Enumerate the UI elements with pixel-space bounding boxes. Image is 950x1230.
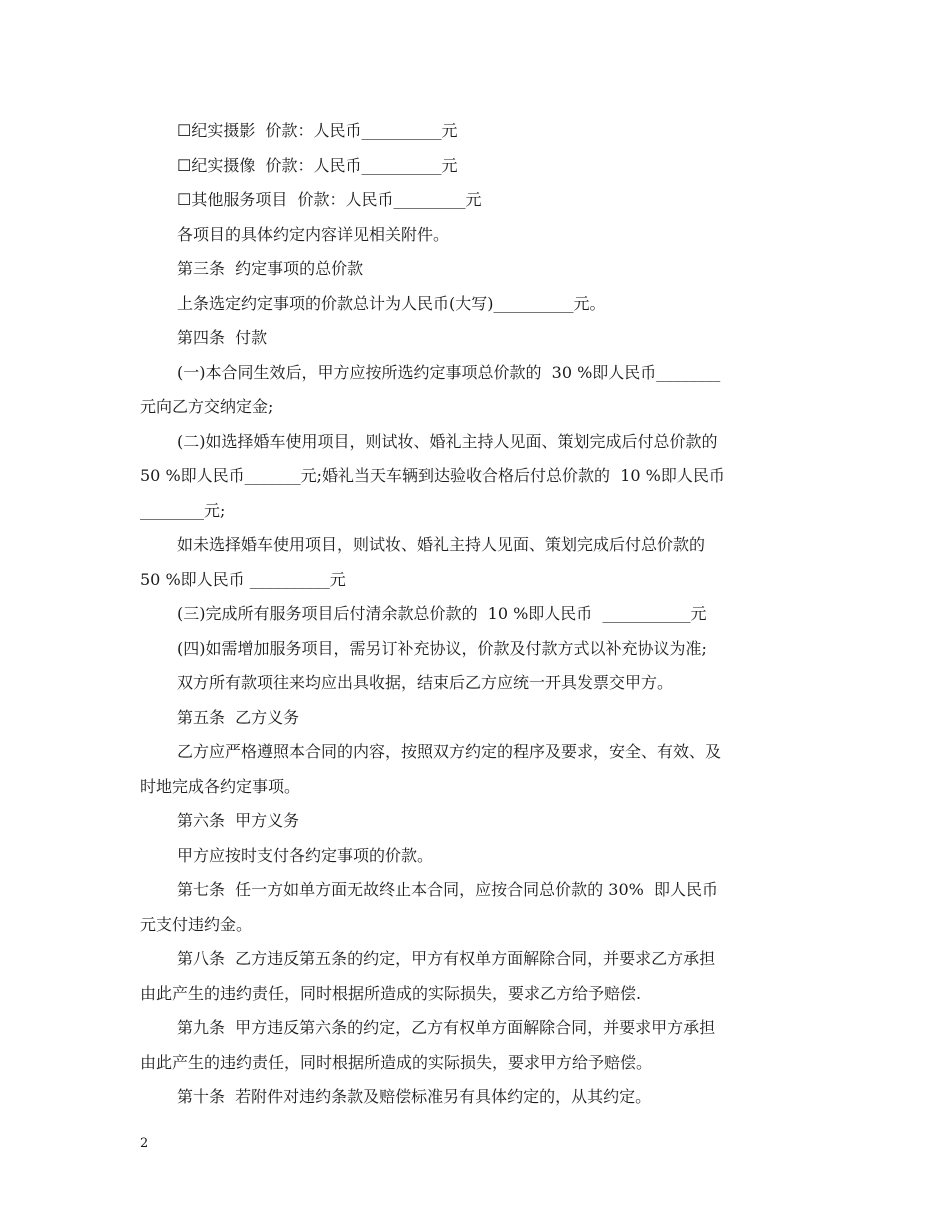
text-line: (一)本合同生效后，甲方应按所选约定事项总价款的 30 %即人民币________: [177, 362, 721, 382]
text-line: 各项目的具体约定内容详见相关附件。: [177, 224, 450, 244]
text-line: 甲方应按时支付各约定事项的价款。: [177, 845, 434, 865]
text-line: 上条选定约定事项的价款总计为人民币(大写)__________元。: [177, 293, 606, 313]
text-line: 第三条 约定事项的总价款: [177, 259, 364, 278]
text-line: ☐其他服务项目 价款：人民币_________元: [177, 190, 482, 209]
text-line: 第六条 甲方义务: [177, 811, 300, 830]
text-line: ☐纪实摄影 价款：人民币__________元: [177, 121, 458, 140]
text-line: ________元;: [140, 500, 226, 520]
contract-body: [140, 114, 812, 1115]
text-line: 第八条 乙方违反第五条的约定，甲方有权单方面解除合同，并要求乙方承担: [177, 949, 716, 968]
text-line: 如未选择婚车使用项目，则试妆、婚礼主持人见面、策划完成后付总价款的: [177, 535, 706, 554]
text-line: 第九条 甲方违反第六条的约定，乙方有权单方面解除合同，并要求甲方承担: [177, 1018, 716, 1037]
text-line: 时地完成各约定事项。: [140, 776, 301, 796]
text-line: 双方所有款项往来均应出具收据，结束后乙方应统一开具发票交甲方。: [177, 673, 674, 692]
text-line: (二)如选择婚车使用项目，则试妆、婚礼主持人见面、策划完成后付总价款的: [177, 431, 718, 451]
text-line: 乙方应严格遵照本合同的内容，按照双方约定的程序及要求，安全、有效、及: [177, 742, 722, 761]
text-line: 第七条 任一方如单方面无故终止本合同，应按合同总价款的 30% 即人民币: [177, 880, 718, 899]
text-line: 第五条 乙方义务: [177, 707, 300, 727]
text-line: 50 %即人民币_______元;婚礼当天车辆到达验收合格后付总价款的 10 %即人民币: [140, 466, 725, 485]
text-line: 50 %即人民币 __________元: [140, 569, 346, 589]
page-number: 2: [140, 1136, 149, 1151]
text-line: (三)完成所有服务项目后付清余款总价款的 10 %即人民币 ___________元: [177, 604, 707, 623]
text-line: 第四条 付款: [177, 328, 268, 347]
text-line: 元向乙方交纳定金;: [140, 397, 274, 416]
text-line: 由此产生的违约责任，同时根据所造成的实际损失，要求乙方给予赔偿.: [140, 983, 642, 1003]
text-line: ☐纪实摄像 价款：人民币__________元: [177, 155, 458, 175]
text-line: 由此产生的违约责任，同时根据所造成的实际损失，要求甲方给予赔偿。: [140, 1052, 653, 1072]
text-line: (四)如需增加服务项目，需另订补充协议，价款及付款方式以补充协议为准;: [177, 638, 707, 658]
text-line: 元支付违约金。: [140, 914, 253, 934]
text-line: 第十条 若附件对违约条款及赔偿标准另有具体约定的，从其约定。: [177, 1087, 652, 1106]
